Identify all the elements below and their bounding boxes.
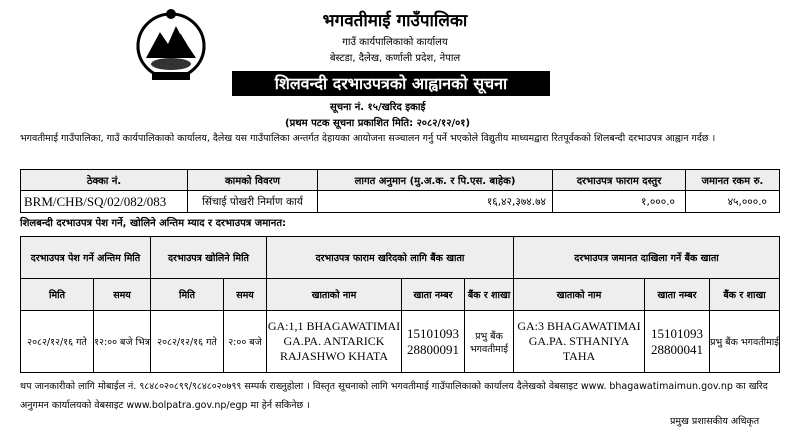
publish-date: (प्रथम पटक सूचना प्रकाशित मिति: २०८२/१२/०१) (285, 118, 471, 129)
header-submit-deadline: दरभाउपत्र पेश गर्ने अन्तिम मिति (21, 237, 151, 279)
open-date: २०८२/१२/१६ गते (151, 311, 224, 373)
signature-title: प्रमुख प्रशासकीय अधिकृत (670, 416, 760, 427)
form-account-name: GA:1,1 BHAGAWATIMAI GA.PA. ANTARICK RAJASHWO KHATA (267, 311, 402, 373)
deposit-account-no: 15101093 28800041 (645, 311, 710, 373)
footer-contact-info: थप जानकारीको लागि मोबाईल नं. ९८४८०२०८९९/९८४८०२०७९९ सम्पर्क राख्नुहोला । विस्तृत सूचनाको लागि भगवतीमाई गाउँपालिकाको कार्यालय दैलेखको वेबसाइट www. bhagawatimaimun.gov.np का खरिद अनुगमन कार्यालयको वेबसाइट www.bolpatra.gov.np/egp मा हेर्न सकिनेछ । (20, 381, 768, 411)
header-form-bank-account: दरभाउपत्र फाराम खरिदको लागि बैंक खाता (267, 237, 514, 279)
nepal-emblem-icon (130, 6, 212, 84)
submit-time: १२:०० बजे भित्र (94, 311, 151, 373)
form-fee: १,०००.० (553, 191, 686, 213)
office-name: गाउँ कार्यपालिकाको कार्यालय (342, 37, 448, 48)
contract-no: BRM/CHB/SQ/02/082/083 (21, 191, 188, 213)
header-security-amount: जमानत रकम रु. (686, 170, 780, 191)
intro-paragraph: भगवतीमाई गाउँपालिका, गाउँ कार्यपालिकाको कार्यालय, दैलेख यस गाउँपालिका अन्तर्गत देहायका आयोजना सञ्चालन गर्नु पर्ने भएकोले विद्युतीय माध्यमद्वारा रितपूर्वकको शिलबन्दी दरभाउपत्र आह्वान गर्दछ । (20, 133, 716, 144)
security-amount: ४५,०००.० (686, 191, 780, 213)
org-name: भगवतीमाई गाउँपालिका (322, 11, 468, 31)
subheader-account-no: खाता नम्बर (645, 279, 710, 311)
section2-title: शिलबन्दी दरभाउपत्र पेश गर्ने, खोलिने अन्तिम म्याद र दरभाउपत्र जमानत: (20, 218, 287, 229)
table-row (21, 311, 780, 373)
header-contract-no: ठेक्का नं. (21, 170, 188, 191)
deposit-account-name: GA:3 BHAGAWATIMAI GA.PA. STHANIYA TAHA (514, 311, 645, 373)
notice-number: सूचना नं. १५/खरिद इकाई (330, 102, 426, 113)
header-opening-date: दरभाउपत्र खोलिने मिति (151, 237, 267, 279)
subheader-bank: बैंक र शाखा (465, 279, 514, 311)
header-deposit-bank-account: दरभाउपत्र जमानत दाखिला गर्ने बैंक खाता (514, 237, 780, 279)
deadline-table (20, 236, 780, 373)
header-form-fee: दरभाउपत्र फाराम दस्तुर (553, 170, 686, 191)
table-row (21, 191, 780, 213)
office-address: बेस्टडा, दैलेख, कर्णाली प्रदेश, नेपाल (329, 53, 461, 64)
form-account-no: 15101093 28800091 (402, 311, 465, 373)
work-description: सिंचाई पोखरी निर्माण कार्य (188, 191, 318, 213)
cost-estimate: १६,४२,३७४.७४ (318, 191, 553, 213)
contract-table (20, 169, 780, 213)
form-bank-branch: प्रभु बैंक भगवतीमाई (465, 311, 514, 373)
subheader-time: समय (94, 279, 151, 311)
subheader-bank: बैंक र शाखा (710, 279, 780, 311)
header-cost-estimate: लागत अनुमान (मु.अ.क. र पि.एस. बाहेक) (318, 170, 553, 191)
subheader-date: मिति (21, 279, 94, 311)
deposit-bank-branch: प्रभु बैंक भगवतीमाई (710, 311, 780, 373)
header-work-description: कामको विवरण (188, 170, 318, 191)
subheader-date: मिति (151, 279, 224, 311)
notice-title: शिलवन्दी दरभाउपत्रको आह्वानको सूचना (232, 71, 550, 96)
open-time: २:०० बजे (224, 311, 267, 373)
submit-date: २०८२/१२/१६ गते (21, 311, 94, 373)
subheader-time: समय (224, 279, 267, 311)
subheader-account-name: खाताको नाम (514, 279, 645, 311)
subheader-account-no: खाता नम्बर (402, 279, 465, 311)
subheader-account-name: खाताको नाम (267, 279, 402, 311)
